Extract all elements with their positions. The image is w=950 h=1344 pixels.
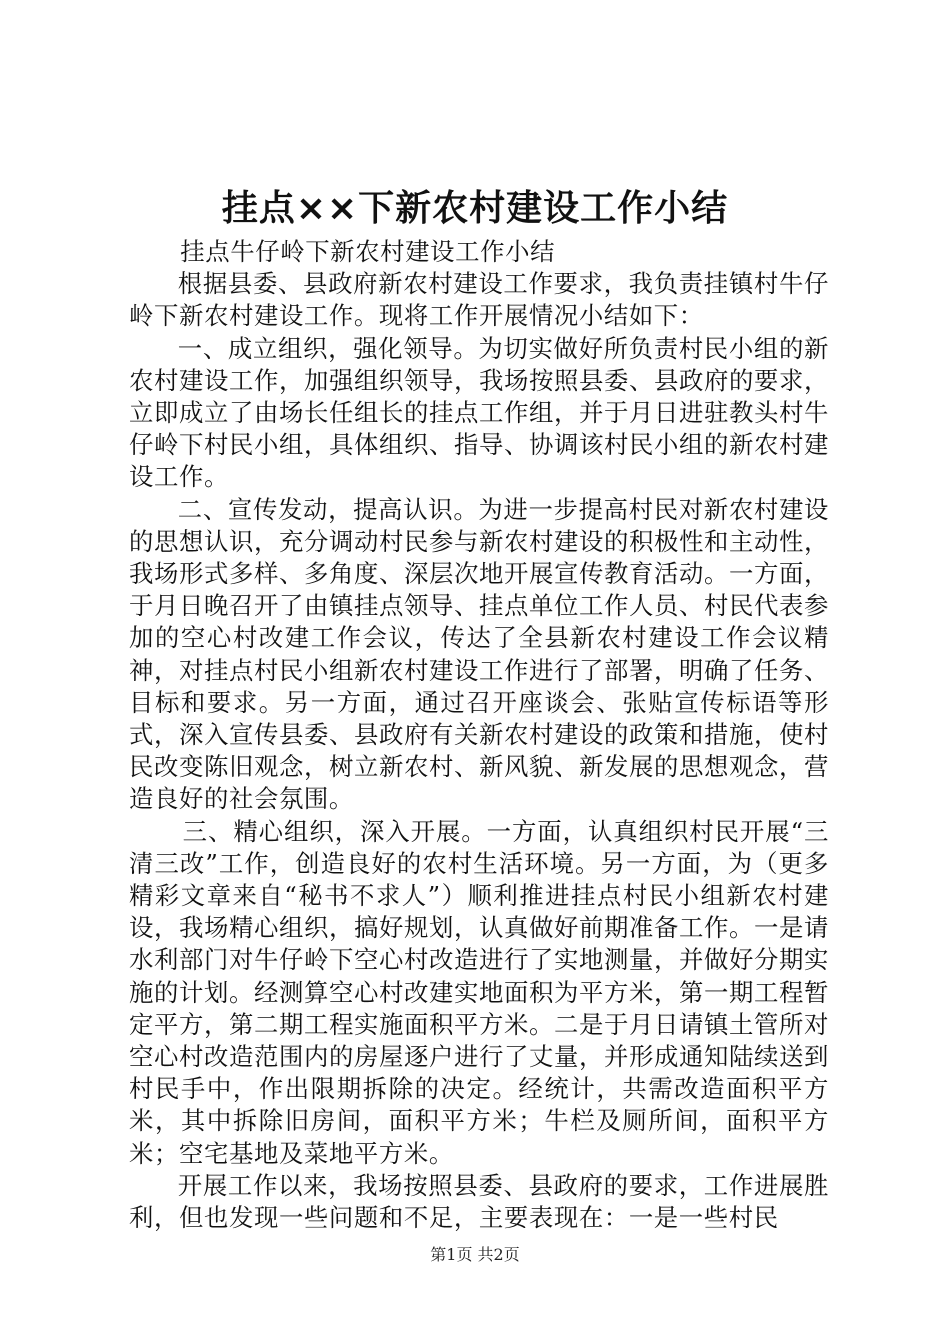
section-one-paragraph: 一、成立组织，强化领导。为切实做好所负责村民小组的新农村建设工作，加强组织领导，我场按照县委、县政府的要求，立即成立了由场长任组长的挂点工作组，并于月日进驻教头村牛仔岭下村民小组，具体组织、指导、协调该村民小组的新农村建设工作。 — [129, 333, 829, 492]
subtitle-paragraph: 挂点牛仔岭下新农村建设工作小结 — [180, 237, 556, 266]
document-body — [129, 236, 829, 1234]
section-two-paragraph: 二、宣传发动，提高认识。为进一步提高村民对新农村建设的思想认识，充分调动村民参与新农村建设的积极性和主动性，我场形式多样、多角度、深层次地开展宣传教育活动。一方面，于月日晚召开了由镇挂点领导、挂点单位工作人员、村民代表参加的空心村改建工作会议，传达了全县新农村建设工作会议精神，对挂点村民小组新农村建设工作进行了部署，明确了任务、目标和要求。另一方面，通过召开座谈会、张贴宣传标语等形式，深入宣传县委、县政府有关新农村建设的政策和措施，使村民改变陈旧观念，树立新农村、新风貌、新发展的思想观念，营造良好的社会氛围。 — [129, 494, 829, 814]
intro-paragraph: 根据县委、县政府新农村建设工作要求，我负责挂镇村牛仔岭下新农村建设工作。现将工作开展情况小结如下： — [129, 269, 829, 331]
page-footer: 第1页 共2页 — [430, 1245, 520, 1264]
summary-paragraph: 开展工作以来，我场按照县委、县政府的要求，工作进展胜利，但也发现一些问题和不足，主要表现在：一是一些村民 — [129, 1170, 829, 1233]
section-three-paragraph: 三、精心组织，深入开展。一方面，认真组织村民开展“三清三改”工作，创造良好的农村生活环境。另一方面，为（更多精彩文章来自“秘书不求人”）顺利推进挂点村民小组新农村建设，我场精心组织，搞好规划，认真做好前期准备工作。一是请水利部门对牛仔岭下空心村改造进行了实地测量，并做好分期实施的计划。经测算空心村改建实地面积为平方米，第一期工程暂定平方，第二期工程实施面积平方米。二是于月日请镇土管所对空心村改造范围内的房屋逐户进行了丈量，并形成通知陆续送到村民手中，作出限期拆除的决定。经统计，共需改造面积平方米，其中拆除旧房间，面积平方米；牛栏及厕所间，面积平方米；空宅基地及菜地平方米。 — [129, 816, 829, 1168]
document-title: 挂点××下新农村建设工作小结 — [221, 188, 729, 229]
